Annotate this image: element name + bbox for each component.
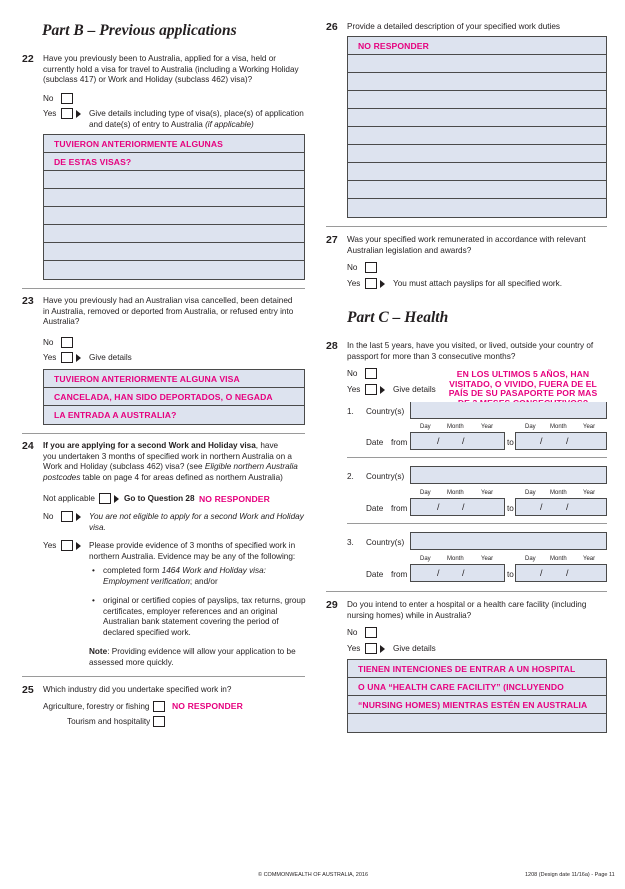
- year-label: Year: [481, 490, 494, 496]
- day-label: Day: [420, 490, 431, 496]
- q22-yes-label: Yes: [43, 109, 57, 118]
- q29-answer-box[interactable]: [347, 659, 607, 733]
- q28-country-label: Country(s): [366, 538, 405, 547]
- q28-entry-3-from-date[interactable]: / /: [410, 564, 505, 582]
- q28-entry-1-from-date[interactable]: / /: [410, 432, 505, 450]
- q27-yes-label: Yes: [347, 279, 361, 288]
- q28-entry-2-from-date[interactable]: / /: [410, 498, 505, 516]
- q22-answer-line: DE ESTAS VISAS?: [54, 157, 132, 167]
- arrow-right-icon: [76, 513, 81, 521]
- month-label: Month: [447, 490, 464, 496]
- q28-country-3-input[interactable]: [410, 532, 607, 550]
- question-23-text: Have you previously had an Australian visa cancelled, been detained in Australia, removed or deported from Australia, or refused entry into Australia?: [43, 296, 294, 326]
- q24-note: Note: Providing evidence will allow your application to be assessed more quickly.: [89, 647, 296, 667]
- divider: [22, 676, 305, 677]
- q27-no-label: No: [347, 263, 358, 272]
- q24-no-checkbox[interactable]: [61, 511, 73, 522]
- arrow-right-icon: [76, 110, 81, 118]
- question-29-number: 29: [326, 599, 338, 611]
- month-label: Month: [550, 556, 567, 562]
- arrow-right-icon: [380, 645, 385, 653]
- question-26-text: Provide a detailed description of your specified work duties: [347, 22, 560, 31]
- q29-no-label: No: [347, 628, 358, 637]
- q29-no-checkbox[interactable]: [365, 627, 377, 638]
- divider: [326, 591, 607, 592]
- question-24-text: If you are applying for a second Work and Holiday visa, have you undertaken 3 months of specified work in northern Australia on a Work and Holiday (subclass 462) visa? (see Eligible northern Australia postcodes table on page 4 for areas defined as northern Australia): [43, 441, 298, 482]
- footer-page-info: 1208 (Design date 11/16a) - Page 11: [525, 872, 615, 878]
- q24-no-responder: NO RESPONDER: [199, 494, 270, 504]
- from-label: from: [391, 438, 408, 447]
- divider: [326, 226, 607, 227]
- q24-bullet-2: original or certified copies of payslips, tax returns, group certificates, employer references and an original Australian bank statement covering the period of declared specified work.: [103, 596, 306, 637]
- date-label: Date: [366, 438, 384, 447]
- q28-country-1-input[interactable]: [410, 402, 607, 419]
- bullet-icon: •: [92, 566, 95, 575]
- q29-answer-line: “NURSING HOMES) MIENTRAS ESTÉN EN AUSTRALIA: [358, 700, 588, 710]
- q23-yes-checkbox[interactable]: [61, 352, 73, 363]
- day-label: Day: [420, 556, 431, 562]
- q29-yes-label: Yes: [347, 644, 361, 653]
- from-label: from: [391, 570, 408, 579]
- q28-entry-number: 3.: [347, 538, 354, 547]
- part-c-heading: Part C – Health: [347, 309, 449, 326]
- q23-answer-box[interactable]: [43, 369, 305, 425]
- year-label: Year: [481, 424, 494, 430]
- to-label: to: [507, 438, 514, 447]
- date-label: Date: [366, 504, 384, 513]
- q22-no-label: No: [43, 94, 54, 103]
- q28-give-details: Give details: [393, 385, 436, 394]
- q23-yes-label: Yes: [43, 353, 57, 362]
- q28-yes-checkbox[interactable]: [365, 384, 377, 395]
- q23-no-checkbox[interactable]: [61, 337, 73, 348]
- arrow-right-icon: [76, 354, 81, 362]
- q29-answer-line: TIENEN INTENCIONES DE ENTRAR A UN HOSPITAL: [358, 664, 576, 674]
- month-label: Month: [447, 424, 464, 430]
- q22-yes-checkbox[interactable]: [61, 108, 73, 119]
- q24-bullet-1: completed form 1464 Work and Holiday visa: Employment verification; and/or: [103, 566, 266, 586]
- q24-no-label: No: [43, 512, 54, 521]
- question-24-number: 24: [22, 440, 34, 452]
- q22-give-details-text: Give details including type of visa(s), place(s) of application and date(s) of entry to Australia (if applicable): [89, 109, 304, 129]
- q29-answer-line: O UNA “HEALTH CARE FACILITY” (INCLUYENDO: [358, 682, 564, 692]
- q26-answer-box[interactable]: [347, 36, 607, 218]
- divider: [22, 433, 305, 434]
- q28-pink-annotation: EN LOS ULTIMOS 5 AÑOS, HAN VISITADO, O VIVIDO, FUERA DE EL PAÍS DE SU PASAPORTE POR MAS: [448, 369, 598, 398]
- question-26-number: 26: [326, 21, 338, 33]
- q28-country-label: Country(s): [366, 472, 405, 481]
- q29-give-details: Give details: [393, 644, 436, 653]
- q22-no-checkbox[interactable]: [61, 93, 73, 104]
- q28-no-label: No: [347, 369, 358, 378]
- arrow-right-icon: [114, 495, 119, 503]
- q28-entry-number: 1.: [347, 407, 354, 416]
- q28-entry-number: 2.: [347, 472, 354, 481]
- q22-answer-box[interactable]: [43, 134, 305, 280]
- q25-option-agriculture-label: Agriculture, forestry or fishing: [43, 702, 150, 711]
- question-28-number: 28: [326, 340, 338, 352]
- question-22-number: 22: [22, 53, 34, 65]
- year-label: Year: [583, 490, 596, 496]
- day-label: Day: [525, 556, 536, 562]
- question-23-number: 23: [22, 295, 34, 307]
- year-label: Year: [583, 556, 596, 562]
- q24-yes-checkbox[interactable]: [61, 540, 73, 551]
- q28-no-checkbox[interactable]: [365, 368, 377, 379]
- q29-yes-checkbox[interactable]: [365, 643, 377, 654]
- q26-answer-line: NO RESPONDER: [358, 41, 429, 51]
- arrow-right-icon: [76, 542, 81, 550]
- q23-no-label: No: [43, 338, 54, 347]
- q28-yes-label: Yes: [347, 385, 361, 394]
- q28-entry-1-to-date[interactable]: / /: [515, 432, 607, 450]
- day-label: Day: [525, 424, 536, 430]
- q24-yes-text: Please provide evidence of 3 months of specified work in northern Australia. Evidence may be any of the following:: [89, 541, 296, 561]
- year-label: Year: [481, 556, 494, 562]
- divider: [22, 288, 305, 289]
- month-label: Month: [447, 556, 464, 562]
- day-label: Day: [525, 490, 536, 496]
- q28-country-2-input[interactable]: [410, 466, 607, 484]
- q28-entry-3-to-date[interactable]: / /: [515, 564, 607, 582]
- q24-goto-text: Go to Question 28: [124, 494, 195, 503]
- question-27-text: Was your specified work remunerated in accordance with relevant Australian legislation and awards?: [347, 235, 586, 255]
- q24-yes-label: Yes: [43, 541, 57, 550]
- q27-yes-text: You must attach payslips for all specified work.: [393, 279, 562, 288]
- question-29-text: Do you intend to enter a hospital or a health care facility (including nursing homes) while in Australia?: [347, 600, 587, 620]
- day-label: Day: [420, 424, 431, 430]
- q24-not-applicable-label: Not applicable: [43, 494, 95, 503]
- q23-give-details: Give details: [89, 353, 132, 362]
- q28-country-label: Country(s): [366, 407, 405, 416]
- q23-answer-line: TUVIERON ANTERIORMENTE ALGUNA VISA: [54, 374, 240, 384]
- to-label: to: [507, 504, 514, 513]
- q25-option-tourism-label: Tourism and hospitality: [67, 717, 151, 726]
- q24-not-applicable-checkbox[interactable]: [99, 493, 111, 504]
- question-28-text: In the last 5 years, have you visited, or lived, outside your country of passport for more than 3 consecutive months?: [347, 341, 594, 361]
- question-25-number: 25: [22, 684, 34, 696]
- question-25-text: Which industry did you undertake specified work in?: [43, 685, 232, 694]
- from-label: from: [391, 504, 408, 513]
- q23-answer-line: CANCELADA, HAN SIDO DEPORTADOS, O NEGADA: [54, 392, 273, 402]
- question-22-text: Have you previously been to Australia, applied for a visa, held or currently hold a visa for travel to Australia (including a Working Holiday (subclass 417) or Work and Holiday (subclass 462) visa)?: [43, 54, 299, 84]
- arrow-right-icon: [380, 386, 385, 394]
- footer-copyright: © COMMONWEALTH OF AUSTRALIA, 2016: [258, 872, 368, 878]
- to-label: to: [507, 570, 514, 579]
- question-27-number: 27: [326, 234, 338, 246]
- divider: [347, 457, 607, 458]
- arrow-right-icon: [380, 280, 385, 288]
- q22-answer-line: TUVIERON ANTERIORMENTE ALGUNAS: [54, 139, 223, 149]
- month-label: Month: [550, 490, 567, 496]
- q23-answer-line: LA ENTRADA A AUSTRALIA?: [54, 410, 177, 420]
- q27-yes-checkbox[interactable]: [365, 278, 377, 289]
- q27-no-checkbox[interactable]: [365, 262, 377, 273]
- q28-entry-2-to-date[interactable]: / /: [515, 498, 607, 516]
- q24-no-text: You are not eligible to apply for a second Work and Holiday visa.: [89, 512, 304, 532]
- date-label: Date: [366, 570, 384, 579]
- bullet-icon: •: [92, 596, 95, 605]
- month-label: Month: [550, 424, 567, 430]
- year-label: Year: [583, 424, 596, 430]
- q25-tourism-checkbox[interactable]: [153, 716, 165, 727]
- divider: [347, 523, 607, 524]
- part-b-heading: Part B – Previous applications: [42, 22, 237, 39]
- q25-agriculture-checkbox[interactable]: [153, 701, 165, 712]
- q25-no-responder: NO RESPONDER: [172, 701, 243, 711]
